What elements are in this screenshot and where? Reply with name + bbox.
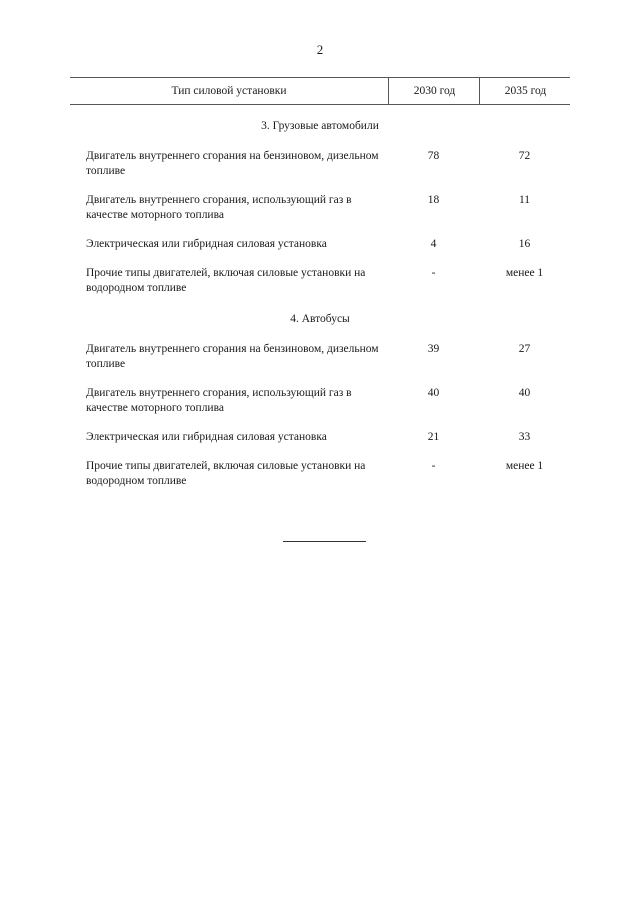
row-type: Двигатель внутреннего сгорания, использующий газ в качестве моторного топлива	[86, 194, 352, 221]
page-number: 2	[316, 42, 324, 57]
row-value-2030: 78	[427, 150, 440, 162]
row-value-2035: 72	[518, 150, 531, 162]
row-value-2030: 40	[427, 387, 440, 399]
header-type: Тип силовой установки	[171, 85, 287, 97]
row-type: Двигатель внутреннего сгорания на бензиновом, дизельном топливе	[86, 150, 379, 177]
section-title: 3. Грузовые автомобили	[261, 120, 379, 132]
header-2035: 2035 год	[479, 78, 571, 104]
table-header	[70, 77, 570, 105]
row-value-2035: 16	[518, 238, 531, 250]
row-type: Двигатель внутреннего сгорания на бензиновом, дизельном топливе	[86, 343, 379, 370]
power-unit-table	[70, 77, 570, 487]
row-value-2035: 33	[518, 431, 531, 443]
row-value-2030: 18	[427, 194, 440, 206]
row-value-2030: 4	[430, 238, 437, 250]
row-value-2035: 40	[518, 387, 531, 399]
row-type: Электрическая или гибридная силовая установка	[86, 238, 327, 250]
end-of-document-line	[283, 541, 366, 542]
row-value-2030: -	[431, 460, 436, 472]
row-value-2030: -	[431, 267, 436, 279]
row-value-2030: 39	[427, 343, 440, 355]
row-value-2035: менее 1	[505, 460, 544, 472]
row-type: Двигатель внутреннего сгорания, использующий газ в качестве моторного топлива	[86, 387, 352, 414]
row-value-2035: 27	[518, 343, 531, 355]
section-title: 4. Автобусы	[290, 313, 350, 325]
row-type: Прочие типы двигателей, включая силовые установки на водородном топливе	[86, 460, 366, 487]
row-value-2030: 21	[427, 431, 440, 443]
header-2030: 2030 год	[388, 78, 480, 104]
row-type: Прочие типы двигателей, включая силовые установки на водородном топливе	[86, 267, 366, 294]
row-type: Электрическая или гибридная силовая установка	[86, 431, 327, 443]
row-value-2035: 11	[518, 194, 531, 206]
row-value-2035: менее 1	[505, 267, 544, 279]
